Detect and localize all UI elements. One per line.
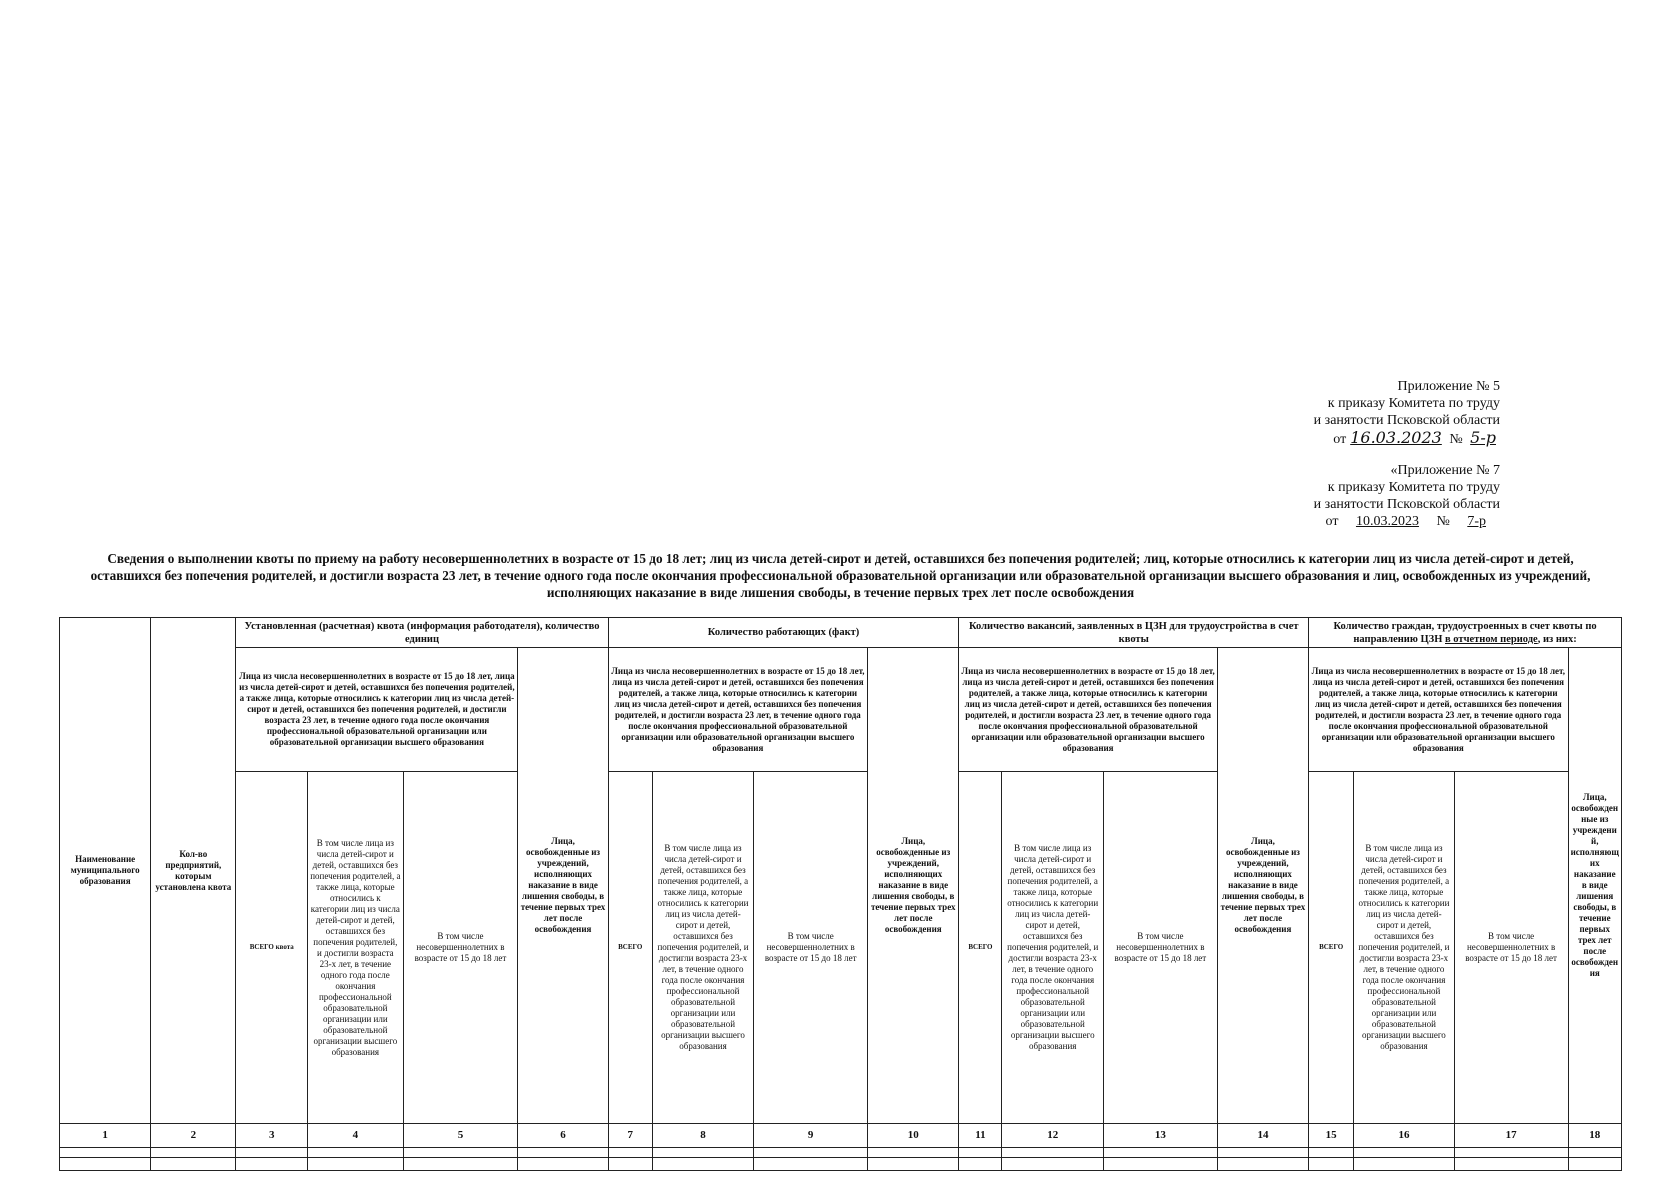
annex-7-date: 10.03.2023 [1355, 514, 1419, 529]
annex-7-line3: и занятости Псковской области [1313, 497, 1500, 512]
header-vacancies-minors: В том числе несовершеннолетних в возрасте от 15 до 18 лет [1103, 772, 1217, 1124]
column-number: 5 [403, 1124, 518, 1148]
annex-7-number-label: № [1436, 514, 1450, 529]
empty-cell [518, 1158, 608, 1171]
empty-cell [959, 1158, 1002, 1171]
empty-cell [868, 1158, 959, 1171]
header-group-workers: Количество работающих (факт) [608, 618, 959, 648]
empty-cell [518, 1148, 608, 1158]
header-group-employed-suffix: , из них: [1537, 633, 1577, 645]
annex-7-date-line [1314, 513, 1500, 530]
column-number: 11 [959, 1124, 1002, 1148]
empty-cell [868, 1148, 959, 1158]
header-vacancies-orphans: В том числе лица из числа детей-сирот и детей, оставшихся без попечения родителей, а также лица, которые относились к категории лиц из числа детей-сирот и детей, оставшихся без попечения родителей, и достигли возраста 23-х лет, в течение одного года после окончания профессиональной образовательной организации или образовательной организации высшего образования [1002, 772, 1104, 1124]
header-group-quota: Установленная (расчетная) квота (информация работодателя), количество единиц [236, 618, 608, 648]
document-title: Сведения о выполнении квоты по приему на работу несовершеннолетних в возрасте от 15 до 18 лет; лиц из числа детей-сирот и детей, оставшихся без попечения родителей; лиц, которые относились к категории лиц из числа детей-сирот и детей, оставшихся без попечения родителей, и достигли возраста 23 лет, в течение одного года после окончания профессиональной образовательной организации или образовательной организации высшего образования и лиц, освобожденных из учреждений, исполняющих наказание в виде лишения свободы, в течение первых трех лет после освобождения [90, 551, 1591, 600]
annex-5-number: 5-р [1470, 428, 1496, 447]
column-number: 7 [608, 1124, 652, 1148]
empty-cell [1002, 1158, 1104, 1171]
header-municipality: Наименование муниципального образования [60, 618, 151, 1124]
column-number: 4 [308, 1124, 403, 1148]
empty-cell [1354, 1148, 1455, 1158]
header-group-employed-prefix: Количество граждан, трудоустроенных в счет квоты по направлению ЦЗН [1333, 620, 1597, 645]
column-number: 6 [518, 1124, 608, 1148]
empty-cell [1568, 1148, 1621, 1158]
table-header-row-3 [60, 772, 1622, 1124]
annex-5-date: 16.03.2023 [1350, 428, 1442, 447]
header-employed-total: ВСЕГО [1309, 772, 1354, 1124]
header-workers-persons: Лица из числа несовершеннолетних в возрасте от 15 до 18 лет, лица из числа детей-сирот и детей, оставшихся без попечения родителей, а также лица, которые относились к категории лиц из числа детей-сирот и детей, оставшихся без попечения родителей, и достигли возраста 23 лет, в течение одного года после окончания профессиональной образовательной организации или образовательной организации высшего образования [608, 648, 867, 772]
table-header-row-2 [60, 648, 1622, 772]
header-workers-total: ВСЕГО [608, 772, 652, 1124]
header-workers-minors: В том числе несовершеннолетних в возрасте от 15 до 18 лет [754, 772, 868, 1124]
header-vacancies-persons: Лица из числа несовершеннолетних в возрасте от 15 до 18 лет, лица из числа детей-сирот и детей, оставшихся без попечения родителей, а также лица, которые относились к категории лиц из числа детей-сирот и детей, оставшихся без попечения родителей, и достигли возраста 23 лет, в течение одного года после окончания профессиональной образовательной организации или образовательной организации высшего образования [959, 648, 1217, 772]
empty-cell [308, 1158, 403, 1171]
empty-cell [608, 1158, 652, 1171]
header-employed-minors: В том числе несовершеннолетних в возрасте от 15 до 18 лет [1454, 772, 1568, 1124]
annex-7-line2: к приказу Комитета по труду [1327, 480, 1500, 495]
column-number: 3 [236, 1124, 308, 1148]
column-number: 18 [1568, 1124, 1621, 1148]
empty-cell [1309, 1158, 1354, 1171]
empty-cell [754, 1148, 868, 1158]
annex-5-date-line [1314, 429, 1500, 448]
table-header-row-1 [60, 618, 1622, 648]
header-quota-orphans: В том числе лица из числа детей-сирот и детей, оставшихся без попечения родителей, а также лица, которые относились к категории лиц из числа детей-сирот и детей, оставшихся без попечения родителей, и достигли возраста 23-х лет, в течение одного года после окончания профессиональной образовательной организации или образовательной организации высшего образования [308, 772, 403, 1124]
quota-table [59, 617, 1622, 1171]
annex-5-from-label: от [1333, 432, 1347, 447]
header-group-employed [1309, 618, 1622, 648]
column-number: 14 [1217, 1124, 1308, 1148]
empty-cell [1568, 1158, 1621, 1171]
column-number: 1 [60, 1124, 151, 1148]
header-enterprises: Кол-во предприятий, которым установлена квота [151, 618, 236, 1124]
empty-cell [1454, 1158, 1568, 1171]
header-group-vacancies: Количество вакансий, заявленных в ЦЗН для трудоустройства в счет квоты [959, 618, 1309, 648]
header-vacancies-total: ВСЕГО [959, 772, 1002, 1124]
empty-cell [403, 1148, 518, 1158]
table-data-row [60, 1158, 1622, 1171]
empty-cell [754, 1158, 868, 1171]
annex-5-line1: Приложение № 5 [1397, 379, 1500, 394]
header-quota-minors: В том числе несовершеннолетних в возрасте от 15 до 18 лет [403, 772, 518, 1124]
empty-cell [403, 1158, 518, 1171]
empty-cell [1103, 1148, 1217, 1158]
empty-cell [236, 1148, 308, 1158]
table-empty-row [60, 1148, 1622, 1158]
column-number: 12 [1002, 1124, 1104, 1148]
empty-cell [151, 1158, 236, 1171]
annex-5-line2: к приказу Комитета по труду [1327, 396, 1500, 411]
empty-cell [308, 1148, 403, 1158]
column-number: 10 [868, 1124, 959, 1148]
annex-7-from-label: от [1325, 514, 1339, 529]
annex-7-line1: «Приложение № 7 [1390, 463, 1500, 478]
annex-5-number-label: № [1449, 432, 1463, 447]
column-number: 8 [652, 1124, 754, 1148]
header-employed-persons: Лица из числа несовершеннолетних в возрасте от 15 до 18 лет, лица из числа детей-сирот и детей, оставшихся без попечения родителей, а также лица, которые относились к категории лиц из числа детей-сирот и детей, оставшихся без попечения родителей, и достигли возраста 23 лет, в течение одного года после окончания профессиональной образовательной организации или образовательной организации высшего образования [1309, 648, 1568, 772]
empty-cell [959, 1148, 1002, 1158]
column-number: 2 [151, 1124, 236, 1148]
header-group-employed-period: в отчетном периоде [1445, 633, 1538, 645]
annex-5-block [1314, 378, 1500, 448]
header-quota-persons: Лица из числа несовершеннолетних в возрасте от 15 до 18 лет, лица из числа детей-сирот и детей, оставшихся без попечения родителей, а также лица, которые относились к категории лиц из числа детей-сирот и детей, оставшихся без попечения родителей, и достигли возраста 23 лет, в течение одного года после окончания профессиональной образовательной организации или образовательной организации высшего образования [236, 648, 518, 772]
column-number: 15 [1309, 1124, 1354, 1148]
empty-cell [1454, 1148, 1568, 1158]
empty-cell [1354, 1158, 1455, 1171]
header-quota-total: ВСЕГО квота [236, 772, 308, 1124]
header-quota-released: Лица, освобожденные из учреждений, исполняющих наказание в виде лишения свободы, в течение первых трех лет после освобождения [518, 648, 608, 1124]
empty-cell [652, 1148, 754, 1158]
empty-cell [1217, 1148, 1308, 1158]
empty-cell [608, 1148, 652, 1158]
column-numbers-row [60, 1124, 1622, 1148]
empty-cell [60, 1148, 151, 1158]
header-employed-orphans: В том числе лица из числа детей-сирот и детей, оставшихся без попечения родителей, а также лица, которые относились к категории лиц из числа детей-сирот и детей, оставшихся без попечения родителей, и достигли возраста 23-х лет, в течение одного года после окончания профессиональной образовательной организации или образовательной организации высшего образования [1354, 772, 1455, 1124]
empty-cell [151, 1148, 236, 1158]
column-number: 17 [1454, 1124, 1568, 1148]
empty-cell [652, 1158, 754, 1171]
column-number: 9 [754, 1124, 868, 1148]
header-employed-released: Лица, освобожденные из учреждений, исполняющих наказание в виде лишения свободы, в течение первых трех лет после освобождения [1568, 648, 1621, 1124]
empty-cell [1309, 1148, 1354, 1158]
column-number: 13 [1103, 1124, 1217, 1148]
annex-7-block [1314, 462, 1500, 530]
empty-cell [236, 1158, 308, 1171]
annex-7-number: 7-р [1467, 514, 1486, 529]
annex-5-line3: и занятости Псковской области [1313, 413, 1500, 428]
empty-cell [1217, 1158, 1308, 1171]
header-workers-orphans: В том числе лица из числа детей-сирот и детей, оставшихся без попечения родителей, а также лица, которые относились к категории лиц из числа детей-сирот и детей, оставшихся без попечения родителей, и достигли возраста 23-х лет, в течение одного года после окончания профессиональной образовательной организации или образовательной организации высшего образования [652, 772, 754, 1124]
empty-cell [60, 1158, 151, 1171]
empty-cell [1103, 1158, 1217, 1171]
header-vacancies-released: Лица, освобожденные из учреждений, исполняющих наказание в виде лишения свободы, в течение первых трех лет после освобождения [1217, 648, 1308, 1124]
column-number: 16 [1354, 1124, 1455, 1148]
empty-cell [1002, 1148, 1104, 1158]
header-workers-released: Лица, освобожденные из учреждений, исполняющих наказание в виде лишения свободы, в течение первых трех лет после освобождения [868, 648, 959, 1124]
